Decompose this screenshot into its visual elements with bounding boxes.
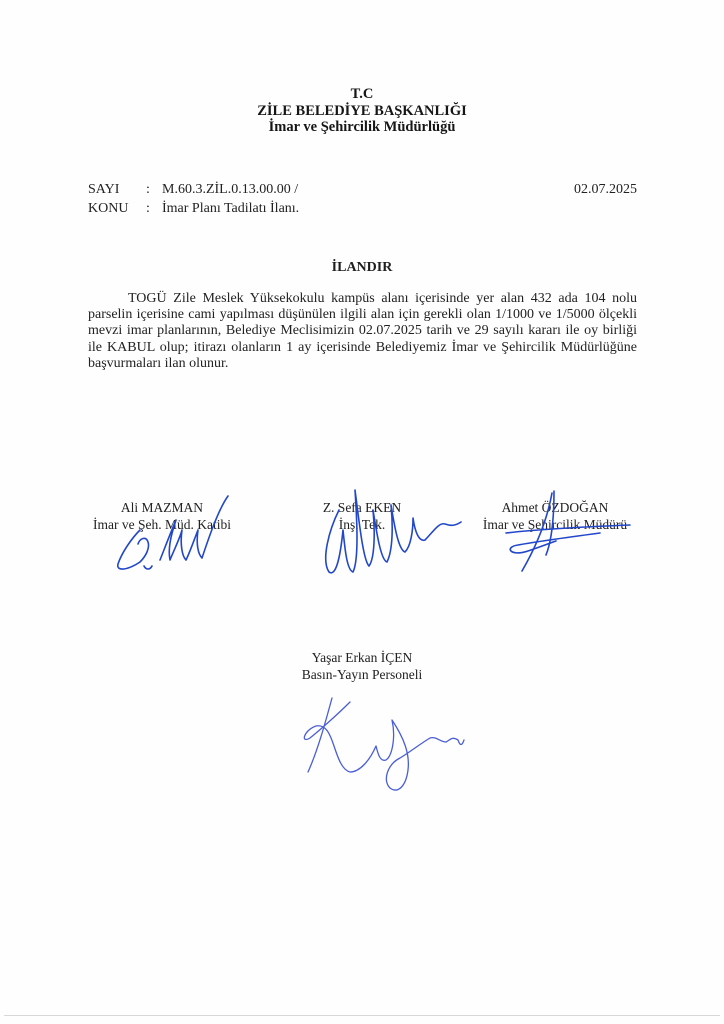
signatory-title: İmar ve Şeh. Müd. Katibi <box>93 517 231 532</box>
sayi-value: M.60.3.ZİL.0.13.00.00 / <box>162 182 299 197</box>
signatory-block-3 <box>455 499 655 533</box>
announcement-title: İLANDIR <box>331 260 393 275</box>
signatory-name: Ali MAZMAN <box>120 500 204 515</box>
document-header <box>0 86 724 136</box>
signatory-block-2 <box>262 499 462 533</box>
header-country: T.C <box>350 86 374 102</box>
konu-colon: : <box>146 201 150 216</box>
signatory-block-4 <box>262 649 462 683</box>
konu-row <box>88 199 299 218</box>
document-date: 02.07.2025 <box>574 182 637 197</box>
header-municipality: ZİLE BELEDİYE BAŞKANLIĞI <box>257 102 467 119</box>
sayi-colon: : <box>146 182 150 197</box>
announcement-body <box>88 291 637 372</box>
signatory-name: Ahmet ÖZDOĞAN <box>501 500 609 515</box>
signatory-block-1 <box>62 499 262 533</box>
page-bottom-edge <box>4 1015 720 1016</box>
document-meta <box>88 180 299 218</box>
sayi-row <box>88 180 299 199</box>
konu-label: KONU <box>88 201 129 216</box>
signatory-name: Z. Sefa EKEN <box>322 500 402 515</box>
signatory-name: Yaşar Erkan İÇEN <box>311 650 413 665</box>
header-department: İmar ve Şehircilik Müdürlüğü <box>268 119 456 135</box>
signature-yasar-erkan-icen <box>280 690 480 800</box>
signatory-title: Basın-Yayın Personeli <box>301 667 423 682</box>
announcement-paragraph: TOGÜ Zile Meslek Yüksekokulu kampüs alanı içerisinde yer alan 432 ada 104 nolu parselin içerisine cami yapılması düşünülen ilgili alan için gerekli olan 1/1000 ve 1/5000 ölçekli mevzi imar planlarının, Belediye Meclisimizin 02.07.2025 tarih ve 29 sayılı kararı ile oy birliği ile KABUL olup; itirazı olanların 1 ay içerisinde Belediyemiz İmar ve Şehircilik Müdürlüğüne başvurmaları ilan olunur. <box>88 291 637 371</box>
signatory-title: İmar ve Şehircilik Müdürü <box>482 517 628 532</box>
signatory-title: İnş. Tek. <box>338 517 386 532</box>
konu-value: İmar Planı Tadilatı İlanı. <box>162 201 300 216</box>
sayi-label: SAYI <box>88 182 120 197</box>
